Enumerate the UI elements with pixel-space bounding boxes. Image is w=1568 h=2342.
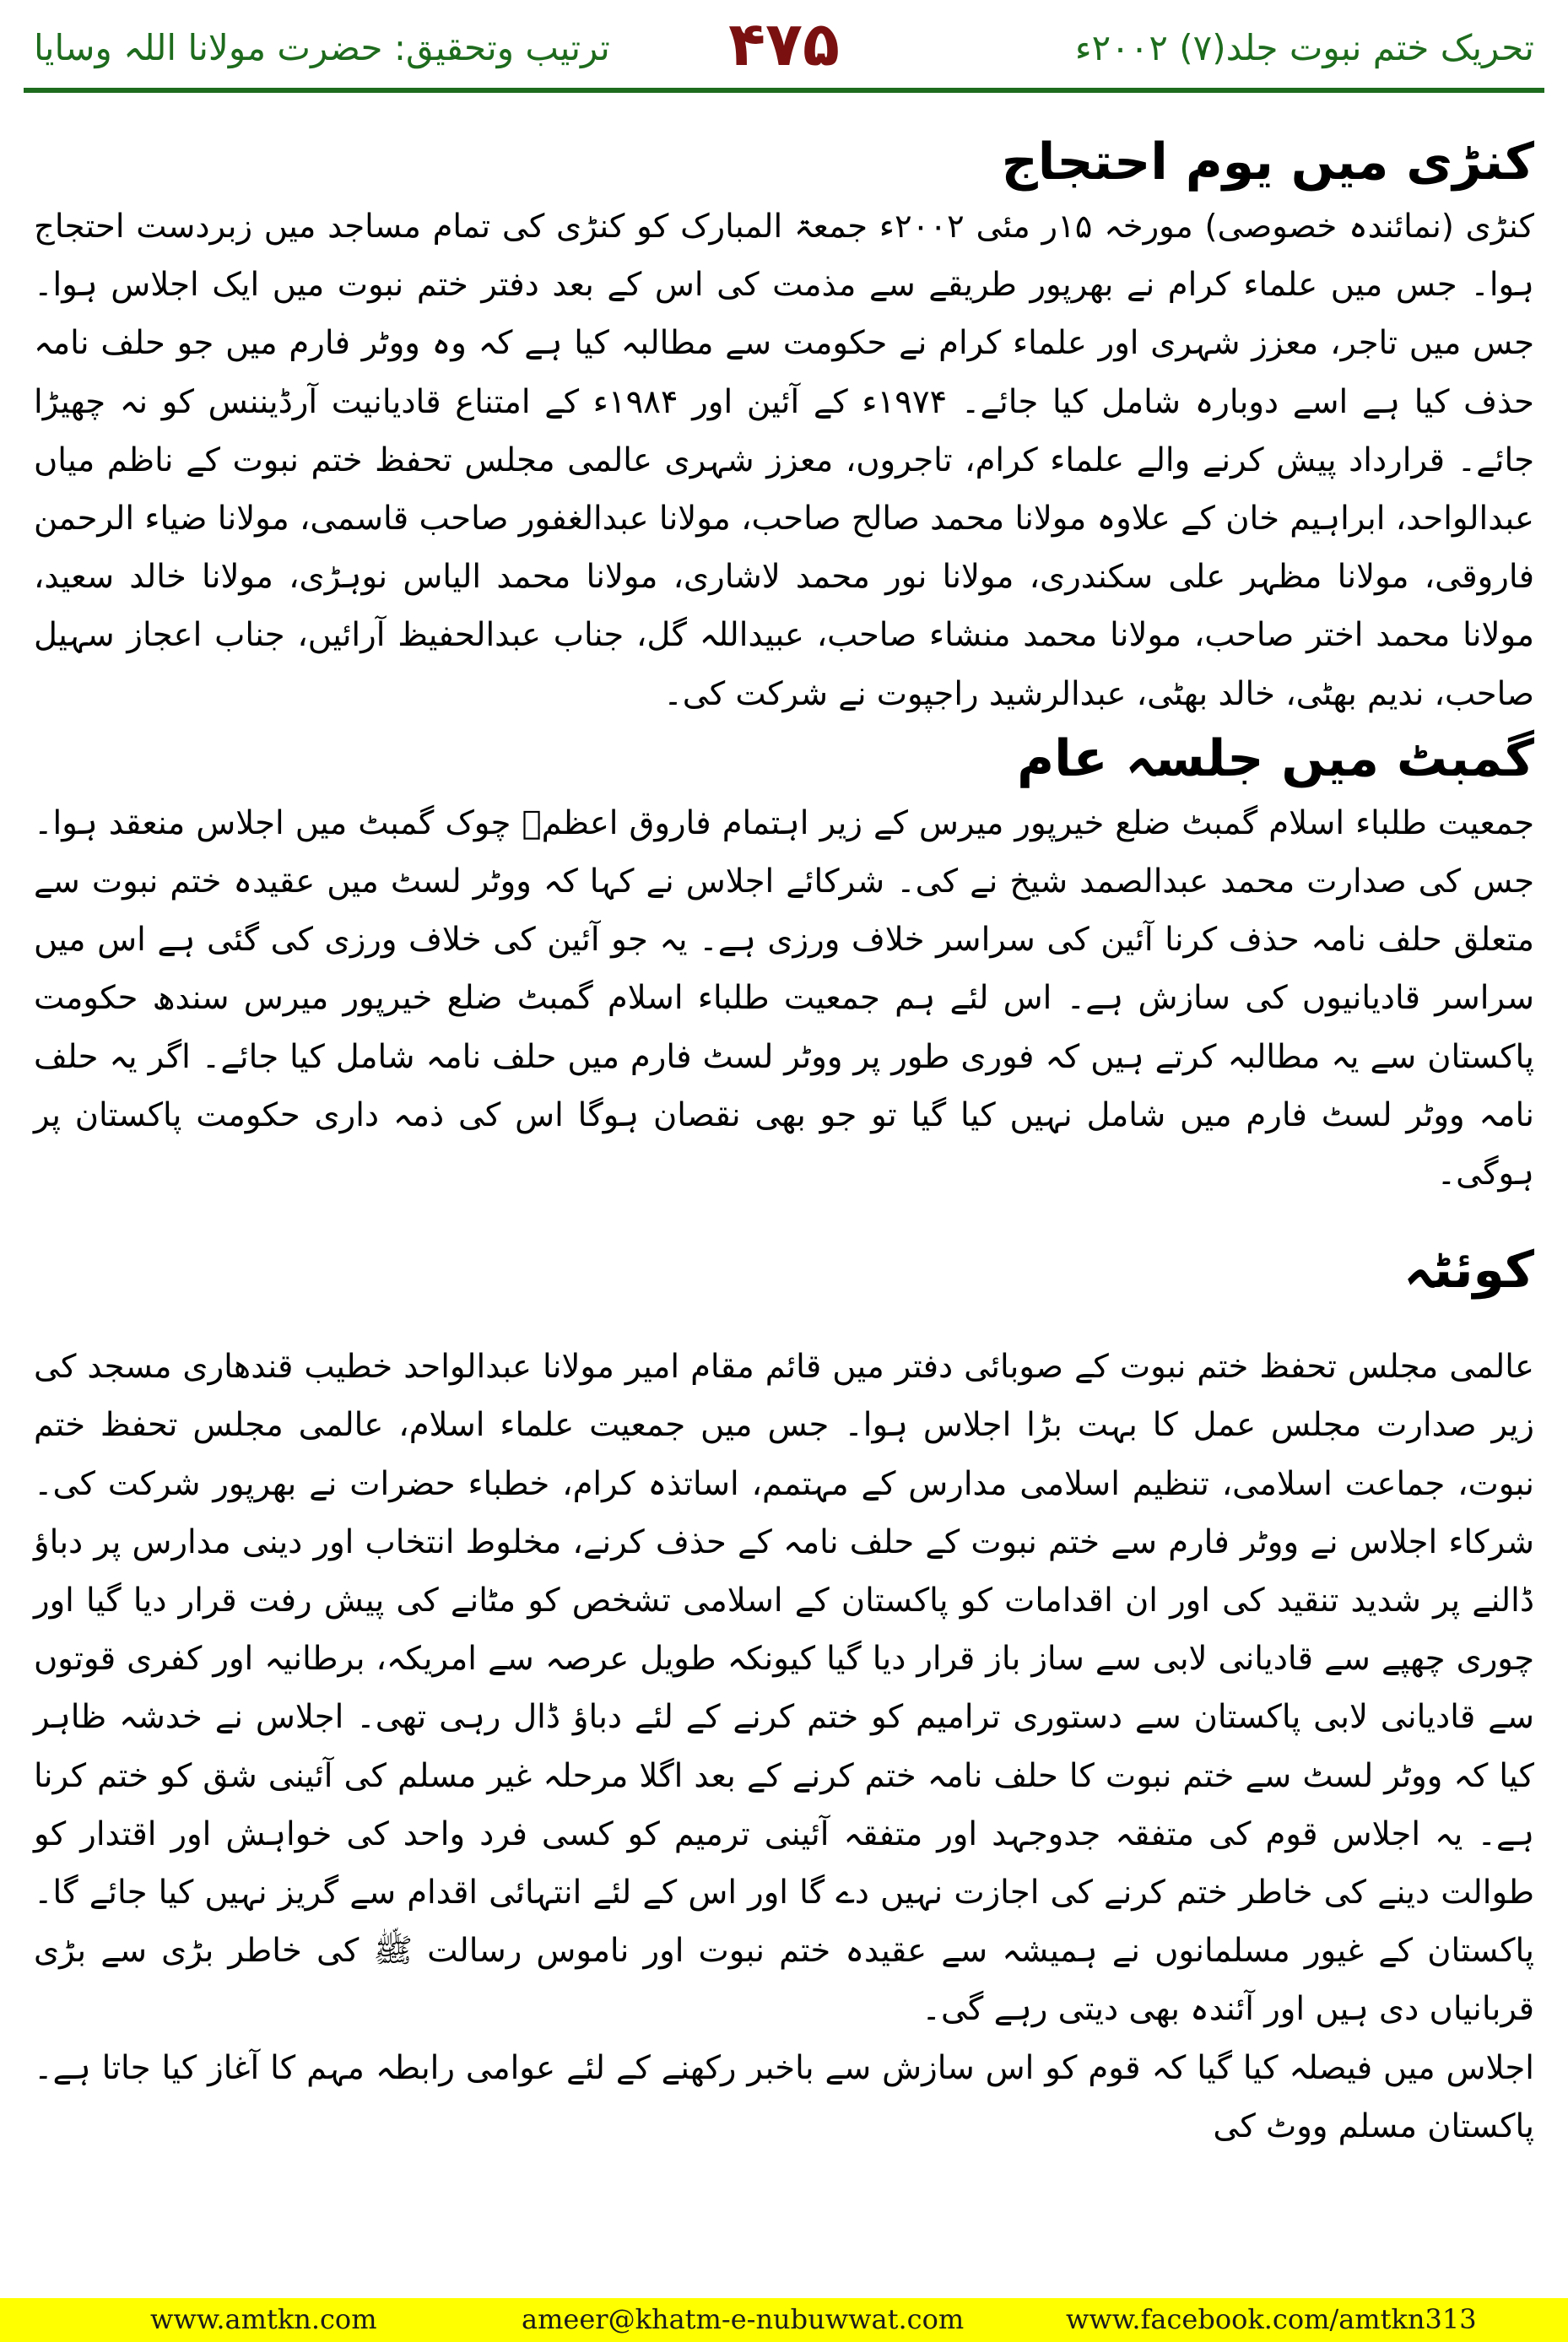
page-footer [0,2298,1568,2342]
facebook-link[interactable]: www.facebook.com/amtkn313 [1066,2303,1477,2335]
article-body [34,127,1534,2155]
section-paragraph: جمعیت طلباء اسلام گمبٹ ضلع خیرپور میرس کے زیر اہتمام فاروق اعظمؓ چوک گمبٹ میں اجلاس منعقد ہوا۔ جس کی صدارت محمد عبدالصمد شیخ نے کی۔ شرکائے اجلاس نے کہا کہ ووٹر لسٹ میں عقیدہ ختم نبوت سے متعلق حلف نامہ حذف کرنا آئین کی سراسر خلاف ورزی ہے۔ یہ جو آئین کی خلاف ورزی کی گئی ہے اس میں سراسر قادیانیوں کی سازش ہے۔ اس لئے ہم جمعیت طلباء اسلام گمبٹ ضلع خیرپور میرس سندھ حکومت پاکستان سے یہ مطالبہ کرتے ہیں کہ فوری طور پر ووٹر لسٹ فارم میں حلف نامہ شامل کیا جائے۔ اگر یہ حلف نامہ ووٹر لسٹ فارم میں شامل نہیں کیا گیا تو جو بھی نقصان ہوگا اس کی ذمہ داری حکومت پاکستان پر ہوگی۔ [34,803,1534,1193]
section-paragraph: اجلاس میں فیصلہ کیا گیا کہ قوم کو اس سازش سے باخبر رکھنے کے لئے عوامی رابطہ مہم کا آغاز کیا جاتا ہے۔ پاکستان مسلم ووٹ کی [34,2048,1534,2145]
section-gap [34,1203,1534,1235]
email-link[interactable]: ameer@khatm-e-nubuwwat.com [522,2303,965,2335]
book-title: تحریک ختم نبوت جلد(۷) ۲۰۰۲ء [1074,27,1534,68]
section-heading-gambat: گمبٹ میں جلسہ عام [1017,728,1534,788]
section-paragraph: عالمی مجلس تحفظ ختم نبوت کے صوبائی دفتر میں قائم مقام امیر مولانا عبدالواحد خطیب قندھاری مسجد کی زیر صدارت مجلس عمل کا بہت بڑا اجلاس ہوا۔ جس میں جمعیت علماء اسلام، عالمی مجلس تحفظ ختم نبوت، جماعت اسلامی، تنظیم اسلامی مدارس کے مہتمم، اساتذہ کرام، خطباء حضرات نے بھرپور شرکت کی۔ شرکاء اجلاس نے ووٹر فارم سے ختم نبوت کے حلف نامہ کے حذف کرنے، مخلوط انتخاب اور دینی مدارس پر دباؤ ڈالنے پر شدید تنقید کی اور ان اقدامات کو پاکستان کے اسلامی تشخص کو مٹانے کی پیش رفت قرار دیا گیا اور چوری چھپے سے قادیانی لابی سے ساز باز قرار دیا گیا کیونکہ طویل عرصہ سے امریکہ، برطانیہ اور کفری قوتوں سے قادیانی لابی پاکستان سے دستوری ترامیم کو ختم کرنے کے لئے دباؤ ڈال رہی تھی۔ اجلاس نے خدشہ ظاہر کیا کہ ووٹر لسٹ سے ختم نبوت کا حلف نامہ ختم کرنے کے بعد اگلا مرحلہ غیر مسلم کی آئینی شق کو ختم کرنا ہے۔ یہ اجلاس قوم کی متفقہ جدوجہد اور متفقہ آئینی ترمیم کو کسی فرد واحد کی خواہش اور اقتدار کو طوالت دینے کی خاطر ختم کرنے کی اجازت نہیں دے گا اور اس کے لئے انتہائی اقدام سے گریز نہیں کیا جائے گا۔ پاکستان کے غیور مسلمانوں نے ہمیشہ سے عقیدہ ختم نبوت اور ناموس رسالت ﷺ کی خاطر بڑی سے بڑی قربانیاں دی ہیں اور آئندہ بھی دیتی رہے گی۔ [34,1348,1534,2029]
compiler-credit: ترتیب وتحقیق: حضرت مولانا اللہ وسایا [34,27,610,68]
section-paragraph: کنڑی (نمائندہ خصوصی) مورخہ ۱۵ر مئی ۲۰۰۲ء جمعۃ المبارک کو کنڑی کی تمام مساجد میں زبردست احتجاج ہوا۔ جس میں علماء کرام نے بھرپور طریقے سے مذمت کی اس کے بعد دفتر ختم نبوت میں ایک اجلاس ہوا۔ جس میں تاجر، معزز شہری اور علماء کرام نے حکومت سے مطالبہ کیا ہے کہ وہ ووٹر فارم میں جو حلف نامہ حذف کیا ہے اسے دوبارہ شامل کیا جائے۔ ۱۹۷۴ء کے آئین اور ۱۹۸۴ء کے امتناع قادیانیت آرڈیننس کو نہ چھیڑا جائے۔ قرارداد پیش کرنے والے علماء کرام، تاجروں، معزز شہری عالمی مجلس تحفظ ختم نبوت کے ناظم میاں عبدالواحد، ابراہیم خان کے علاوہ مولانا محمد صالح صاحب، مولانا عبدالغفور صاحب قاسمی، مولانا ضیاء الرحمن فاروقی، مولانا مظہر علی سکندری، مولانا نور محمد لاشاری، مولانا محمد الیاس نوہڑی، مولانا خالد سعید، مولانا محمد اختر صاحب، مولانا محمد منشاء صاحب، عبیداللہ گل، جناب عبدالحفیظ آرائیں، جناب اعجاز سہیل صاحب، ندیم بھٹی، خالد بھٹی، عبدالرشید راجپوت نے شرکت کی۔ [34,208,1534,713]
website-link[interactable]: www.amtkn.com [150,2303,377,2335]
section-heading-kunri: کنڑی میں یوم احتجاج [1001,133,1534,192]
section-heading-quetta: کوئٹہ [1403,1241,1534,1301]
page-number: ۴۷۵ [728,8,840,79]
section-gap [34,1306,1534,1338]
page-header [0,0,1568,100]
header-divider [24,88,1544,93]
